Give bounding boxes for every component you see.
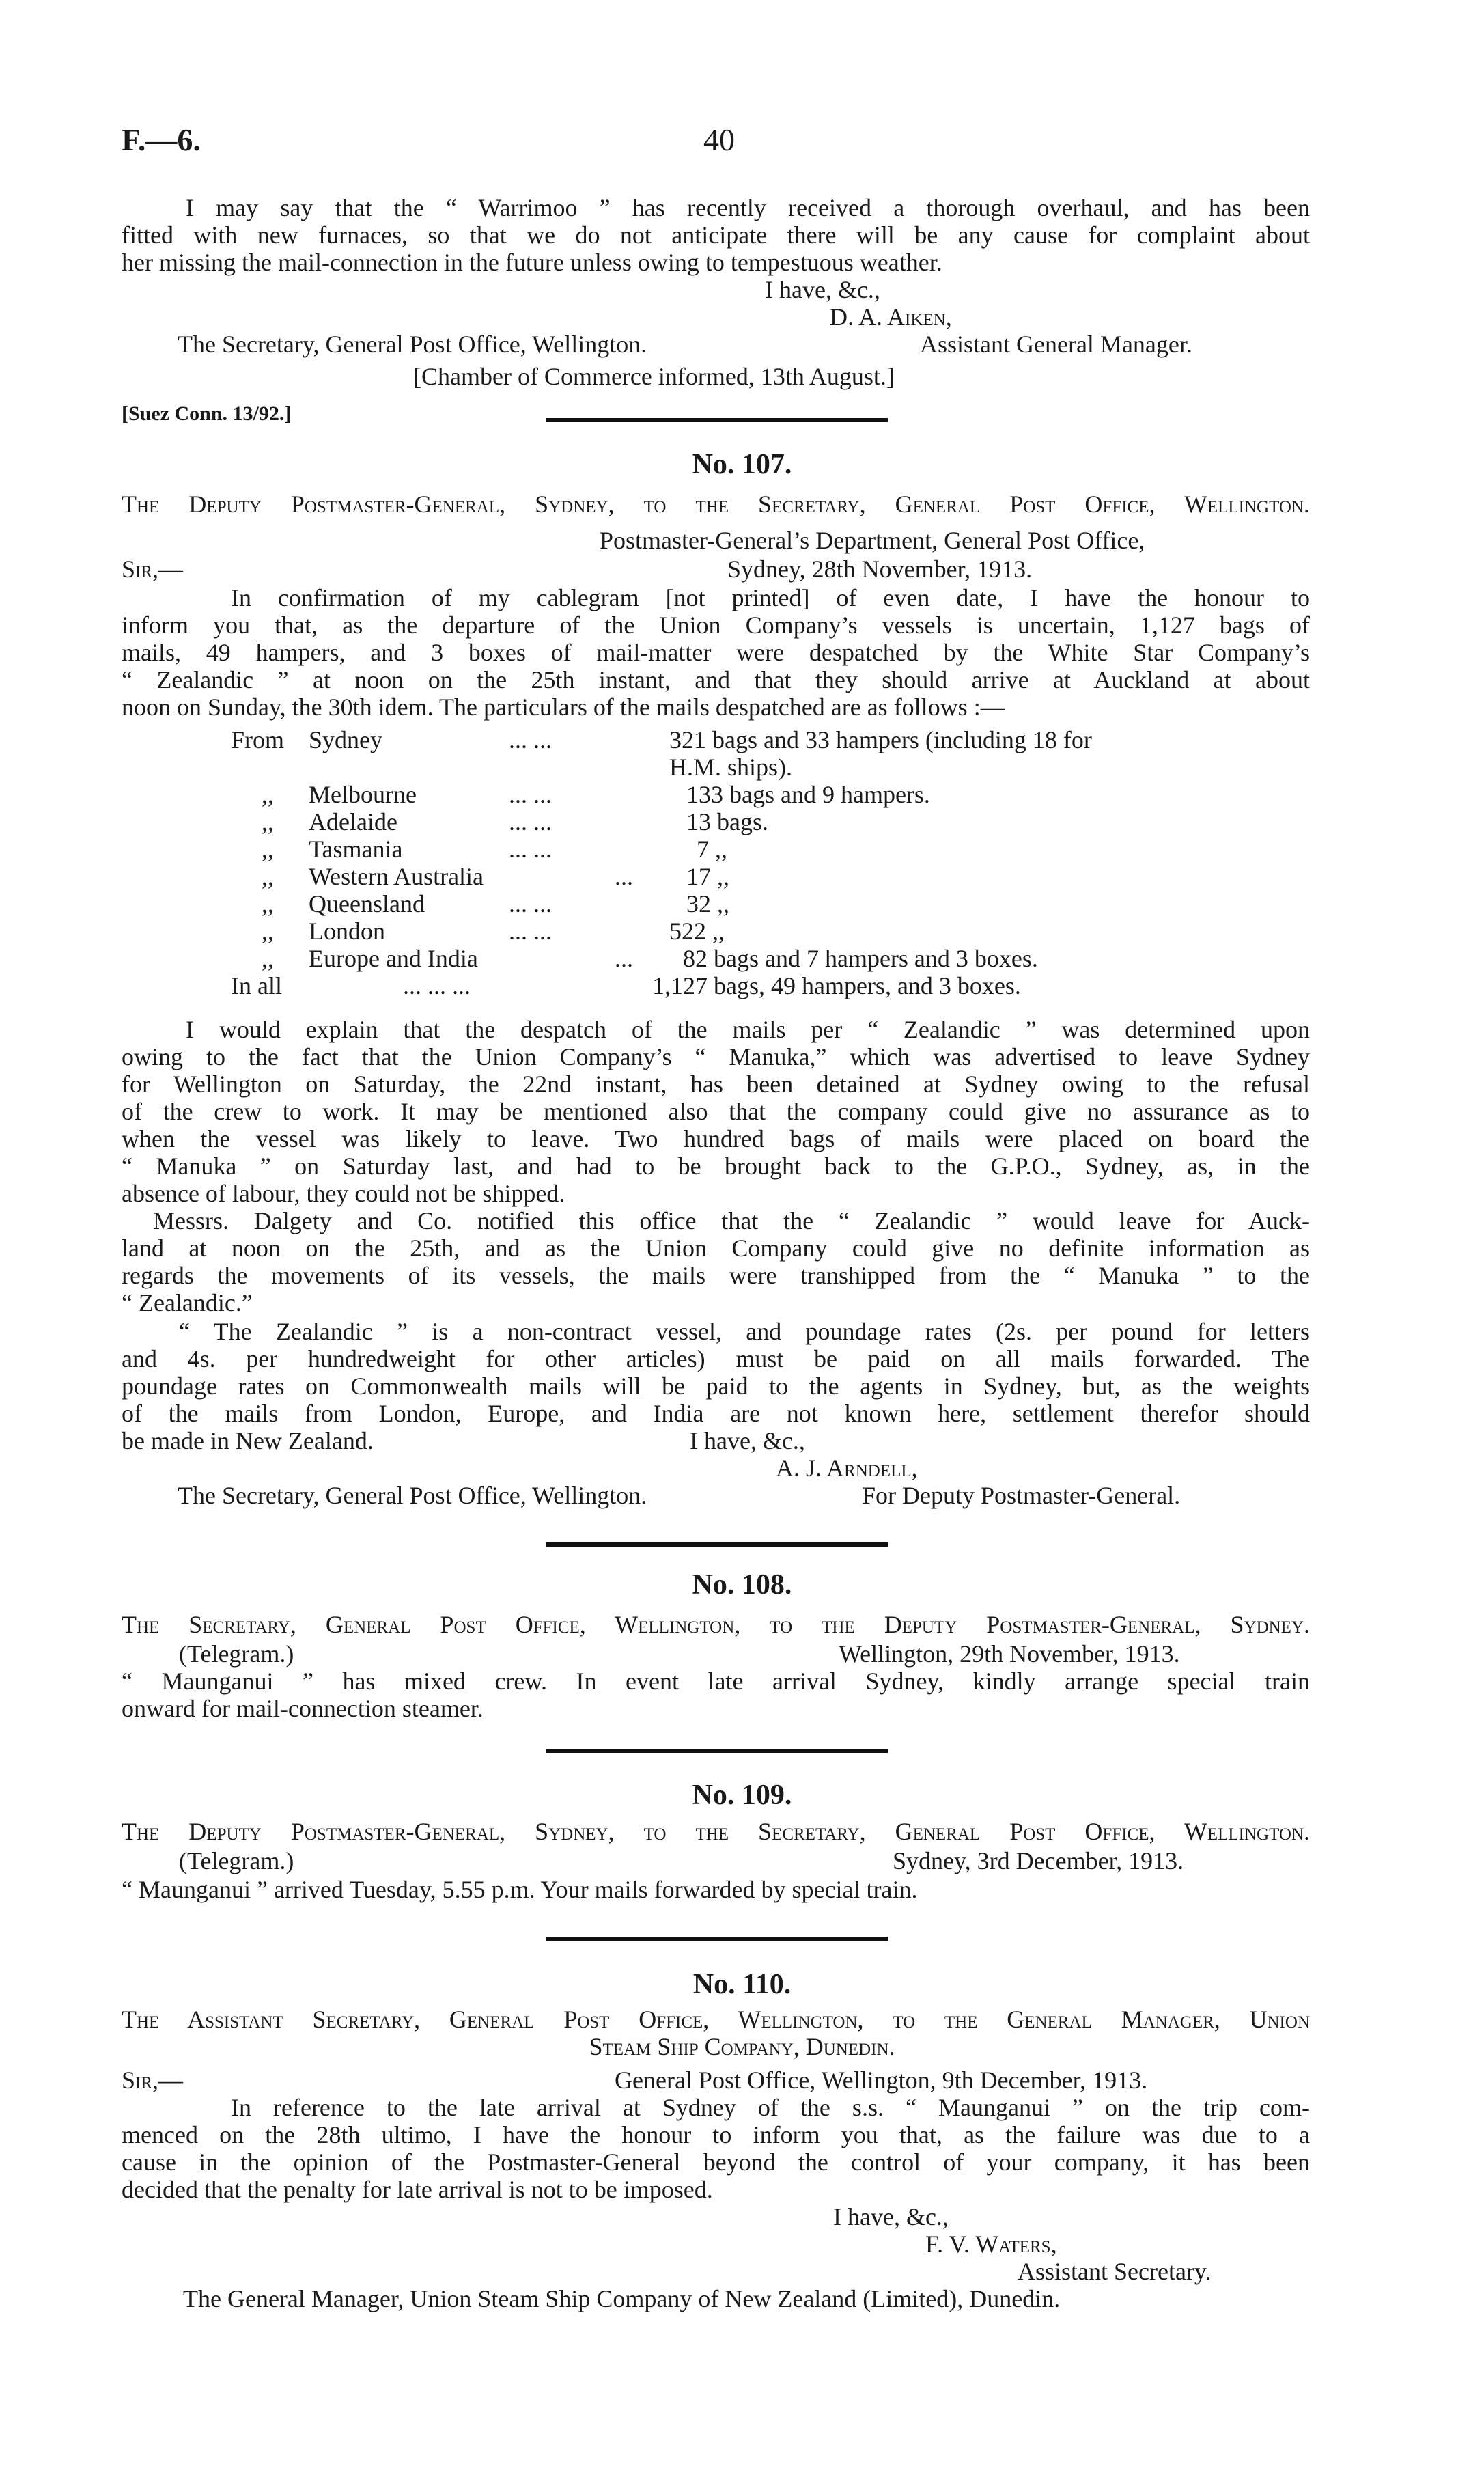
table-prefix: ,,: [262, 863, 274, 890]
addressee: The Secretary, General Post Office, Wellington.: [178, 1482, 647, 1509]
item-route: The Assistant Secretary, General Post Office, Wellington, to the General Manager, Union: [122, 2006, 1310, 2033]
table-prefix: ,,: [262, 781, 274, 808]
item-number: No. 108.: [692, 1569, 792, 1601]
body-line: for Wellington on Saturday, the 22nd instant, has been detained at Sydney owing to the refusal: [122, 1070, 1310, 1098]
salutation: Sir,—: [122, 555, 184, 583]
place-date: Sydney, 3rd December, 1913.: [893, 1847, 1184, 1874]
signatory-title: For Deputy Postmaster-General.: [862, 1482, 1181, 1509]
table-value: 13 bags.: [686, 808, 768, 835]
table-leader: ... ...: [509, 808, 552, 835]
page-number: 40: [703, 122, 735, 157]
table-place: London: [309, 917, 385, 945]
signature: A. J. Arndell,: [776, 1454, 918, 1482]
section-divider: [546, 1937, 888, 1941]
table-value: 7 ,,: [697, 835, 727, 863]
table-place: Melbourne: [309, 781, 417, 808]
table-place: Queensland: [309, 890, 425, 917]
table-leader: ...: [615, 863, 633, 890]
table-value: 82 bags and 7 hampers and 3 boxes.: [683, 945, 1038, 972]
table-prefix: ,,: [262, 945, 274, 972]
item-number: No. 107.: [692, 449, 792, 480]
body-line: mails, 49 hampers, and 3 boxes of mail-matter were despatched by the White Star Company’s: [122, 639, 1310, 666]
body-line: absence of labour, they could not be shipped.: [122, 1180, 565, 1207]
signature: D. A. Aiken,: [830, 303, 952, 331]
body-line: I would explain that the despatch of the mails per “ Zealandic ” was determined upon: [186, 1016, 1310, 1043]
table-value: H.M. ships).: [669, 753, 793, 781]
body-line: menced on the 28th ultimo, I have the honour to inform you that, as the failure was due to a: [122, 2121, 1310, 2148]
item-route: The Deputy Postmaster-General, Sydney, to the Secretary, General Post Office, Wellington.: [122, 490, 1310, 518]
addressee: The Secretary, General Post Office, Wellington.: [178, 331, 647, 358]
signatory-title: Assistant General Manager.: [920, 331, 1192, 358]
body-line: of the crew to work. It may be mentioned also that the company could give no assurance as to: [122, 1098, 1310, 1125]
table-value: 32 ,,: [686, 890, 729, 917]
table-prefix: In all: [231, 972, 282, 999]
body-line: be made in New Zealand.: [122, 1427, 374, 1454]
body-line: “ Zealandic ” at noon on the 25th instant, and that they should arrive at Auckland at about: [122, 666, 1310, 693]
closing: I have, &c.,: [690, 1427, 805, 1454]
body-line: “ Maunganui ” arrived Tuesday, 5.55 p.m. Your mails forwarded by special train.: [122, 1876, 918, 1903]
salutation: Sir,—: [122, 2066, 184, 2094]
table-leader: ... ...: [509, 781, 552, 808]
body-line: In confirmation of my cablegram [not printed] of even date, I have the honour to: [231, 584, 1310, 611]
body-line: when the vessel was likely to leave. Two hundred bags of mails were placed on board the: [122, 1125, 1310, 1152]
body-line: In reference to the late arrival at Sydney of the s.s. “ Maunganui ” on the trip com-: [231, 2094, 1310, 2121]
table-prefix: From: [231, 726, 285, 753]
item-number: No. 110.: [692, 1969, 792, 2000]
body-line: owing to the fact that the Union Company’s “ Manuka,” which was advertised to leave Sydney: [122, 1043, 1310, 1070]
intro-line: her missing the mail-connection in the future unless owing to tempestuous weather.: [122, 249, 942, 276]
body-line: regards the movements of its vessels, the mails were transhipped from the “ Manuka ” to the: [122, 1262, 1310, 1289]
table-value: 321 bags and 33 hampers (including 18 for: [669, 726, 1092, 753]
table-value: 17 ,,: [686, 863, 729, 890]
table-leader: ... ...: [509, 917, 552, 945]
section-divider: [546, 418, 888, 422]
table-leader: ... ...: [509, 726, 552, 753]
sender-address: Postmaster-General’s Department, General Post Office,: [600, 527, 1145, 554]
editorial-note: [Chamber of Commerce informed, 13th August.]: [413, 363, 895, 390]
table-prefix: ,,: [262, 835, 274, 863]
table-value: 133 bags and 9 hampers.: [686, 781, 930, 808]
table-value: 1,127 bags, 49 hampers, and 3 boxes.: [652, 972, 1021, 999]
table-place: Tasmania: [309, 835, 403, 863]
place-date: Sydney, 28th November, 1913.: [727, 555, 1033, 583]
table-leader: ... ...: [509, 835, 552, 863]
table-leader: ... ... ...: [403, 972, 471, 999]
body-line: and 4s. per hundredweight for other articles) must be paid on all mails forwarded. The: [122, 1345, 1310, 1372]
body-line: noon on Sunday, the 30th idem. The particulars of the mails despatched are as follows :—: [122, 693, 1005, 721]
body-line: “ Maunganui ” has mixed crew. In event late arrival Sydney, kindly arrange special train: [122, 1668, 1310, 1695]
body-line: of the mails from London, Europe, and India are not known here, settlement therefor should: [122, 1400, 1310, 1427]
doc-reference: F.—6.: [122, 122, 201, 157]
table-leader: ... ...: [509, 890, 552, 917]
addressee: The General Manager, Union Steam Ship Company of New Zealand (Limited), Dunedin.: [183, 2285, 1061, 2312]
intro-line: fitted with new furnaces, so that we do not anticipate there will be any cause for complaint about: [122, 221, 1310, 249]
body-line: onward for mail-connection steamer.: [122, 1695, 484, 1722]
table-prefix: ,,: [262, 917, 274, 945]
body-line: decided that the penalty for late arrival is not to be imposed.: [122, 2176, 713, 2203]
body-line: cause in the opinion of the Postmaster-General beyond the control of your company, it has been: [122, 2148, 1310, 2176]
message-type: (Telegram.): [179, 1640, 294, 1668]
body-line: “ Manuka ” on Saturday last, and had to be brought back to the G.P.O., Sydney, as, in the: [122, 1152, 1310, 1180]
table-prefix: ,,: [262, 808, 274, 835]
place-date: General Post Office, Wellington, 9th December, 1913.: [615, 2066, 1148, 2094]
table-place: Adelaide: [309, 808, 397, 835]
signature: F. V. Waters,: [925, 2230, 1057, 2258]
body-line: poundage rates on Commonwealth mails will be paid to the agents in Sydney, but, as the weights: [122, 1372, 1310, 1400]
body-line: inform you that, as the departure of the Union Company’s vessels is uncertain, 1,127 bags of: [122, 611, 1310, 639]
body-line: land at noon on the 25th, and as the Union Company could give no definite information as: [122, 1234, 1310, 1262]
file-reference: [Suez Conn. 13/92.]: [122, 402, 292, 425]
closing: I have, &c.,: [833, 2203, 949, 2230]
table-place: Europe and India: [309, 945, 478, 972]
body-line: “ The Zealandic ” is a non-contract vessel, and poundage rates (2s. per pound for letters: [179, 1318, 1310, 1345]
item-route: The Deputy Postmaster-General, Sydney, to the Secretary, General Post Office, Wellington.: [122, 1818, 1310, 1845]
item-number: No. 109.: [692, 1780, 792, 1811]
table-prefix: ,,: [262, 890, 274, 917]
section-divider: [546, 1749, 888, 1753]
closing: I have, &c.,: [765, 276, 880, 303]
signatory-title: Assistant Secretary.: [1018, 2258, 1212, 2285]
message-type: (Telegram.): [179, 1847, 294, 1874]
item-route-cont: Steam Ship Company, Dunedin.: [589, 2033, 895, 2060]
table-place: Sydney: [309, 726, 382, 753]
body-line: “ Zealandic.”: [122, 1289, 253, 1316]
table-place: Western Australia: [309, 863, 484, 890]
table-leader: ...: [615, 945, 633, 972]
body-line: Messrs. Dalgety and Co. notified this office that the “ Zealandic ” would leave for Auck-: [153, 1207, 1310, 1234]
section-divider: [546, 1542, 888, 1547]
item-route: The Secretary, General Post Office, Wellington, to the Deputy Postmaster-General, Sydney.: [122, 1611, 1310, 1638]
intro-line: I may say that the “ Warrimoo ” has recently received a thorough overhaul, and has been: [186, 194, 1310, 221]
table-value: 522 ,,: [669, 917, 725, 945]
place-date: Wellington, 29th November, 1913.: [839, 1640, 1180, 1668]
